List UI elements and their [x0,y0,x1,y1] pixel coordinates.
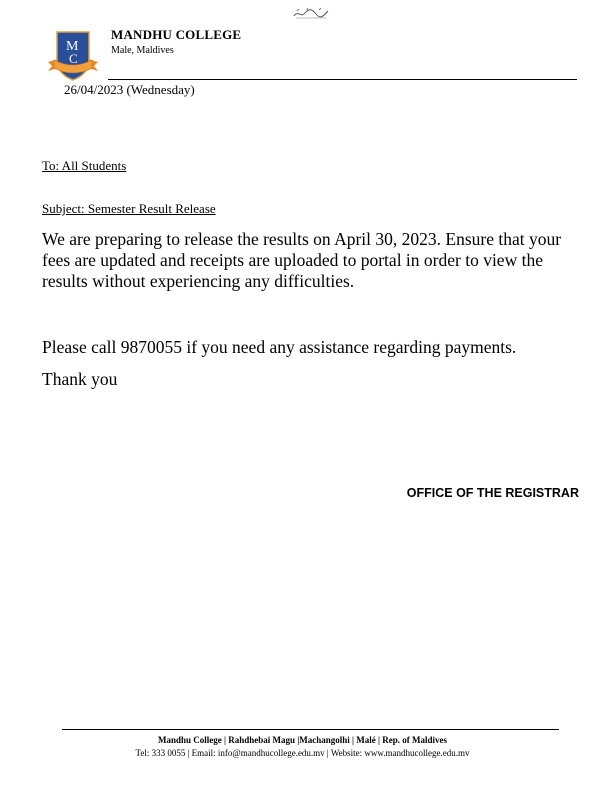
letter-paragraph-2: Please call 9870055 if you need any assistance regarding payments. [42,337,517,357]
footer-divider [62,729,559,730]
svg-text:C: C [69,51,78,66]
college-location: Male, Maldives [111,45,174,56]
college-name: MANDHU COLLEGE [111,27,242,42]
svg-text:M: M [66,39,79,54]
letter-subject: Subject: Semester Result Release [42,201,216,216]
footer-address: Mandhu College | Rahdhebai Magu |Machangolhi | Malé | Rep. of Maldives [158,735,447,745]
header-divider [108,79,577,80]
letter-paragraph-1: We are preparing to release the results on April 30, 2023. Ensure that your fees are updated and receipts are uploaded to portal in order to view the results without experiencing any difficulties. [42,229,562,291]
signoff-office: OFFICE OF THE REGISTRAR [406,486,579,500]
bismillah-calligraphy-icon [292,6,330,20]
letter-date: 26/04/2023 (Wednesday) [64,82,195,97]
footer-contact: Tel: 333 0055 | Email: info@mandhucollege.edu.mv | Website: www.mandhucollege.edu.mv [135,748,470,758]
letter-recipient: To: All Students [42,158,127,173]
letter-closing: Thank you [42,369,118,389]
college-crest-icon [48,30,98,82]
